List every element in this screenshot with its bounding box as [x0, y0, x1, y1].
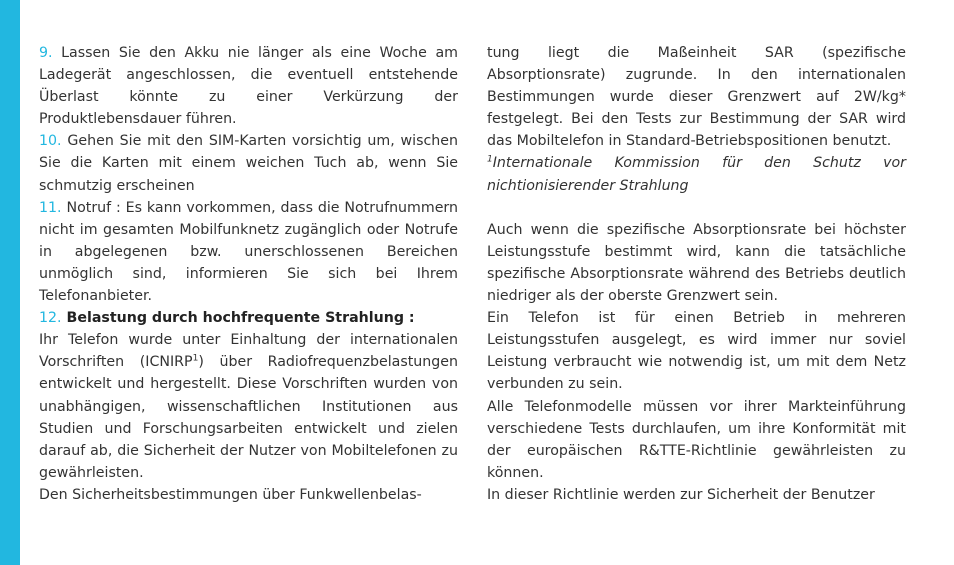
item-10-number: 10.	[39, 133, 62, 150]
item-12-text-a: Ihr Telefon wurde unter Einhaltung der internationalen Vorschriften (ICNIRP	[39, 332, 458, 371]
item-10-text: Gehen Sie mit den SIM-Karten vorsichtig um, wischen Sie die Karten mit einem weichen Tuch ab, wenn Sie schmutzig erscheinen	[39, 133, 458, 194]
directive-paragraph: In dieser Richtlinie werden zur Sicherheit der Benutzer	[487, 486, 875, 503]
item-12-title: Belastung durch hochfrequente Strahlung :	[61, 310, 415, 327]
right-column	[487, 42, 906, 506]
item-12-heading	[39, 307, 458, 329]
item-9-text: Lassen Sie den Akku nie länger als eine Woche am Ladegerät angeschlossen, die eventuell entstehende Überlast könnte zu einer Verkürzung der Produktlebensdauer führen.	[39, 45, 458, 128]
item-12-continuation: Den Sicherheitsbestimmungen über Funkwellenbelas-	[39, 486, 422, 503]
item-12-paragraph	[39, 329, 458, 484]
footnote	[487, 152, 906, 196]
sar-paragraph: tung liegt die Maßeinheit SAR (spezifische Absorptionsrate) zugrunde. In den internationalen Bestimmungen wurde dieser Grenzwert auf 2W/kg* festgelegt. Bei den Tests zur Bestimmung der SAR wird das Mobiltelefon in Standard-Betriebspositionen benutzt.	[487, 45, 906, 150]
item-12-text-b: ) über Radiofrequenzbelastungen entwickelt und hergestellt. Diese Vorschriften wurden von unabhängigen, wissenschaftlichen Institutionen aus Studien und Forschungsarbeiten entwickelt und zielen darauf ab, die Sicherheit der Nutzer von Mobiltelefonen zu gewährleisten.	[39, 354, 458, 481]
item-11-text: Notruf : Es kann vorkommen, dass die Notrufnummern nicht im gesamten Mobilfunknetz zugänglich oder Notrufe in abgelegenen bzw. unerschlossenen Bereichen unmöglich sind, informieren Sie sich bei Ihrem Telefonanbieter.	[39, 199, 458, 305]
item-11	[39, 197, 458, 307]
item-12-number: 12.	[39, 310, 62, 327]
item-11-number: 11.	[39, 199, 62, 216]
power-levels-paragraph: Ein Telefon ist für einen Betrieb in mehreren Leistungsstufen ausgelegt, es wird immer nur soviel Leistung verbraucht wie notwendig ist, um mit dem Netz verbunden zu sein.	[487, 310, 906, 393]
absorption-paragraph: Auch wenn die spezifische Absorptionsrate bei höchster Leistungsstufe bestimmt wird, kann die tatsächliche spezifische Absorptionsrate während des Betriebs deutlich niedriger als der oberste Grenzwert sein.	[487, 221, 906, 305]
footnote-text: Internationale Kommission für den Schutz vor nichtionisierender Strahlung	[487, 155, 906, 194]
item-9	[39, 42, 458, 130]
item-9-number: 9.	[39, 45, 53, 61]
left-column	[39, 42, 458, 506]
conformity-paragraph: Alle Telefonmodelle müssen vor ihrer Markteinführung verschiedene Tests durchlaufen, um ihre Konformität mit der europäischen R&TTE-Richtlinie gewährleisten zu können.	[487, 398, 906, 481]
footnote-mark: 1	[487, 154, 493, 165]
item-10	[39, 130, 458, 196]
paragraph-spacer	[487, 197, 906, 219]
side-accent-bar	[0, 0, 20, 565]
footnote-reference: 1	[192, 353, 199, 364]
